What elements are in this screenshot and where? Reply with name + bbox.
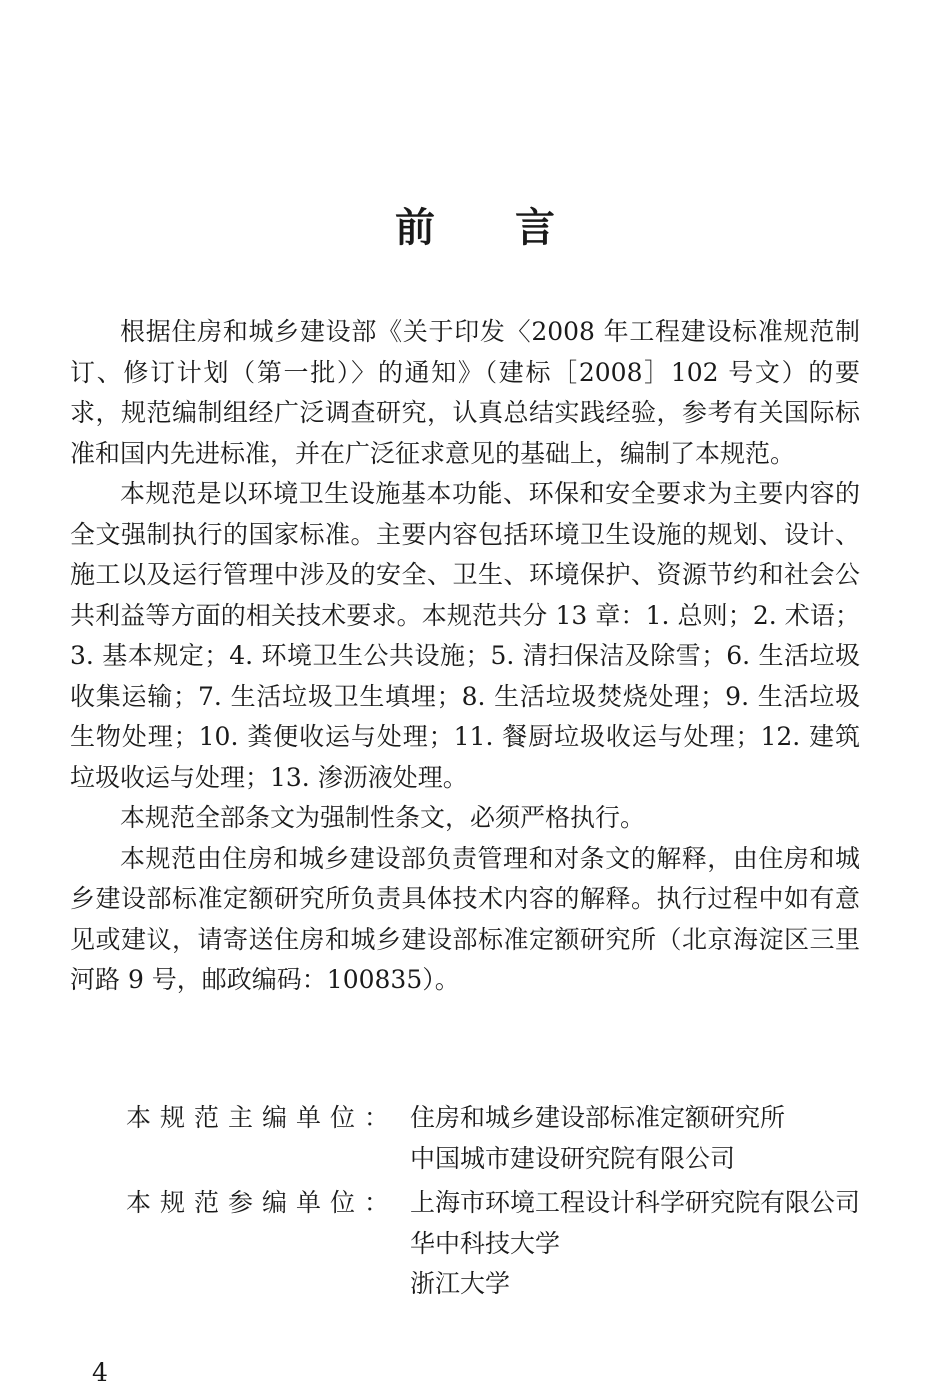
participating-editor-unit: 华中科技大学 [410,1228,561,1258]
paragraph-mandatory: 本规范全部条文为强制性条文，必须严格执行。 [120,803,646,832]
chief-editor-unit: 住房和城乡建设部标准定额研究所 [410,1103,786,1132]
participating-editor-unit: 上海市环境工程设计科学研究院有限公司 [410,1188,861,1217]
paragraph-content: 本规范是以环境卫生设施基本功能、环保和安全要求为主要内容的全文强制执行的国家标准。主要内容包括环境卫生设施的规划、设计、施工以及运行管理中涉及的安全、卫生、环境保护、资源节约和社会公共利益等方面的相关技术要求。本规范共分 13 章：1. 总则；2. 术语；3. 基本规定；4. 环境卫生公共设施；5. 清扫保洁及除雪；6. 生活垃圾收集运输；7. 生活垃圾卫生填埋；8. 生活垃圾焚烧处理；9. 生活垃圾生物处理；10. 粪便收运与处理；11. 餐厨垃圾收运与处理；12. 建筑垃圾收运与处理；13. 渗沥液处理。 [70,479,860,792]
title-char-2: 言 [515,205,555,251]
chief-editor-unit: 中国城市建设研究院有限公司 [410,1143,736,1173]
preface-body [70,312,860,1001]
chief-editor-row [70,1098,870,1179]
chief-editor-list [410,1098,860,1179]
chief-editor-label: 本规范主编单位： [126,1103,399,1132]
paragraph-management: 本规范由住房和城乡建设部负责管理和对条文的解释，由住房和城乡建设部标准定额研究所负责具体技术内容的解释。执行过程中如有意见或建议，请寄送住房和城乡建设部标准定额研究所（北京海淀区三里河路 9 号，邮政编码：100835）。 [70,843,860,994]
page-title [0,196,950,253]
editor-units [70,1098,870,1305]
participating-editor-unit: 浙江大学 [410,1269,511,1298]
participating-editor-label: 本规范参编单位： [126,1188,399,1217]
page-number: 4 [92,1358,108,1387]
paragraph-basis: 根据住房和城乡建设部《关于印发〈2008 年工程建设标准规范制订、修订计划（第一批）〉的通知》（建标［2008］102 号文）的要求，规范编制组经广泛调查研究，认真总结实践经验，参考有关国际标准和国内先进标准，并在广泛征求意见的基础上，编制了本规范。 [70,317,860,468]
title-char-1: 前 [395,205,435,251]
participating-editor-row [70,1183,870,1305]
participating-editor-list [410,1183,860,1305]
